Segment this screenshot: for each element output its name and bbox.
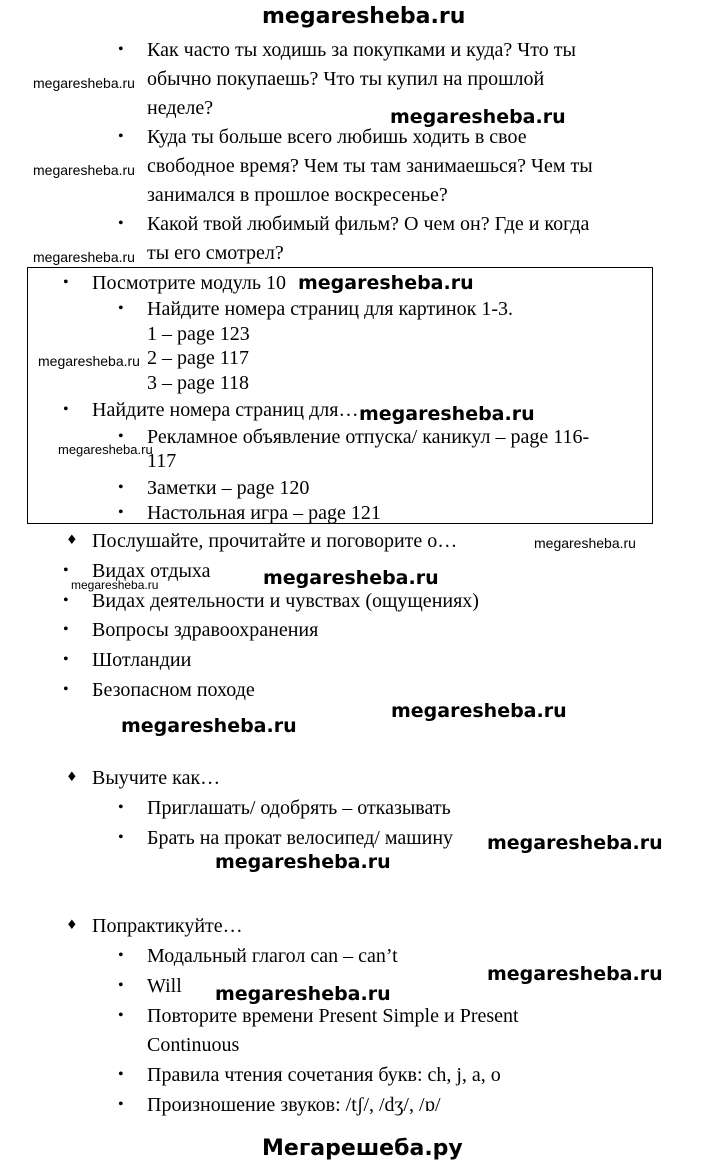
watermark-large: megaresheba.ru: [487, 832, 663, 854]
bullet-icon: •: [118, 300, 124, 317]
list-item: Вопросы здравоохранения: [92, 619, 319, 641]
watermark-small: megaresheba.ru: [58, 442, 153, 457]
diamond-bullet-icon: ♦: [66, 918, 78, 933]
list-item: Модальный глагол can – can’t: [147, 945, 398, 967]
box-subitem: Найдите номера страниц для картинок 1-3.: [147, 298, 514, 320]
bullet-icon: •: [63, 592, 69, 609]
watermark-large: megaresheba.ru: [359, 403, 535, 425]
watermark-large: megaresheba.ru: [391, 700, 567, 722]
bullet-icon: •: [118, 128, 124, 145]
watermark-large: megaresheba.ru: [390, 106, 566, 128]
watermark-small: megaresheba.ru: [33, 75, 135, 91]
bullet-icon: •: [118, 947, 124, 964]
watermark-small: megaresheba.ru: [33, 249, 135, 265]
bullet-icon: •: [63, 562, 69, 579]
bullet-icon: •: [118, 479, 124, 496]
bullet-icon: •: [118, 1007, 124, 1024]
page-ref: 2 – page 117: [147, 347, 250, 369]
watermark-large: megaresheba.ru: [215, 983, 391, 1005]
section-heading: Выучите как…: [92, 767, 221, 789]
page-ref: 3 – page 118: [147, 372, 250, 394]
question-line: свободное время? Чем ты там занимаешься? Чем ты: [147, 155, 593, 177]
question-line: Куда ты больше всего любишь ходить в свое: [147, 126, 527, 148]
bullet-icon: •: [118, 41, 124, 58]
bullet-icon: •: [118, 977, 124, 994]
list-item: Видах деятельности и чувствах (ощущениях): [92, 590, 479, 612]
box-subitem: 117: [147, 450, 177, 472]
footer-site-title: Мегарешеба.ру: [262, 1136, 463, 1161]
header-site-title: megaresheba.ru: [262, 4, 466, 29]
question-line: занимался в прошлое воскресенье?: [147, 184, 448, 206]
watermark-large: megaresheba.ru: [298, 272, 474, 294]
bullet-icon: •: [63, 621, 69, 638]
bullet-icon: •: [118, 504, 124, 521]
list-item: Приглашать/ одобрять – отказывать: [147, 797, 451, 819]
list-item: Произношение звуков: /tʃ/, /dʒ/, /ɒ/: [147, 1094, 441, 1116]
watermark-small: megaresheba.ru: [71, 578, 159, 592]
bullet-icon: •: [118, 799, 124, 816]
bullet-icon: •: [118, 1096, 124, 1113]
watermark-large: megaresheba.ru: [121, 715, 297, 737]
bullet-icon: •: [118, 1066, 124, 1083]
box-item: Найдите номера страниц для…: [92, 399, 359, 421]
watermark-large: megaresheba.ru: [487, 963, 663, 985]
watermark-large: megaresheba.ru: [263, 567, 439, 589]
list-item: Повторите времени Present Simple и Present: [147, 1005, 519, 1027]
question-line: ты его смотрел?: [147, 242, 284, 264]
box-subitem: Заметки – page 120: [147, 477, 310, 499]
bullet-icon: •: [118, 428, 124, 445]
list-item: Шотландии: [92, 649, 192, 671]
list-item: Continuous: [147, 1034, 240, 1056]
list-item: Will: [147, 975, 182, 997]
bullet-icon: •: [63, 651, 69, 668]
box-subitem: Рекламное объявление отпуска/ каникул – page 116-: [147, 426, 590, 448]
question-line: Какой твой любимый фильм? О чем он? Где и когда: [147, 213, 590, 235]
bullet-icon: •: [118, 215, 124, 232]
question-line: Как часто ты ходишь за покупками и куда? Что ты: [147, 39, 576, 61]
list-item: Брать на прокат велосипед/ машину: [147, 827, 454, 849]
diamond-bullet-icon: ♦: [66, 533, 78, 548]
watermark-small: megaresheba.ru: [534, 535, 636, 551]
bullet-icon: •: [63, 274, 69, 291]
box-item: Посмотрите модуль 10: [92, 272, 286, 294]
diamond-bullet-icon: ♦: [66, 770, 78, 785]
bullet-icon: •: [63, 681, 69, 698]
watermark-small: megaresheba.ru: [33, 162, 135, 178]
watermark-large: megaresheba.ru: [215, 851, 391, 873]
list-item: Видах отдыха: [92, 560, 211, 582]
question-line: обычно покупаешь? Что ты купил на прошлой: [147, 68, 545, 90]
box-subitem: Настольная игра – page 121: [147, 502, 381, 524]
bullet-icon: •: [63, 401, 69, 418]
section-heading: Попрактикуйте…: [92, 915, 243, 937]
question-line: неделе?: [147, 97, 214, 119]
watermark-small: megaresheba.ru: [38, 353, 140, 369]
bullet-icon: •: [118, 829, 124, 846]
section-heading: Послушайте, прочитайте и поговорите о…: [92, 530, 458, 552]
list-item: Правила чтения сочетания букв: ch, j, a, o: [147, 1064, 501, 1086]
list-item: Безопасном походе: [92, 679, 255, 701]
page-ref: 1 – page 123: [147, 323, 250, 345]
